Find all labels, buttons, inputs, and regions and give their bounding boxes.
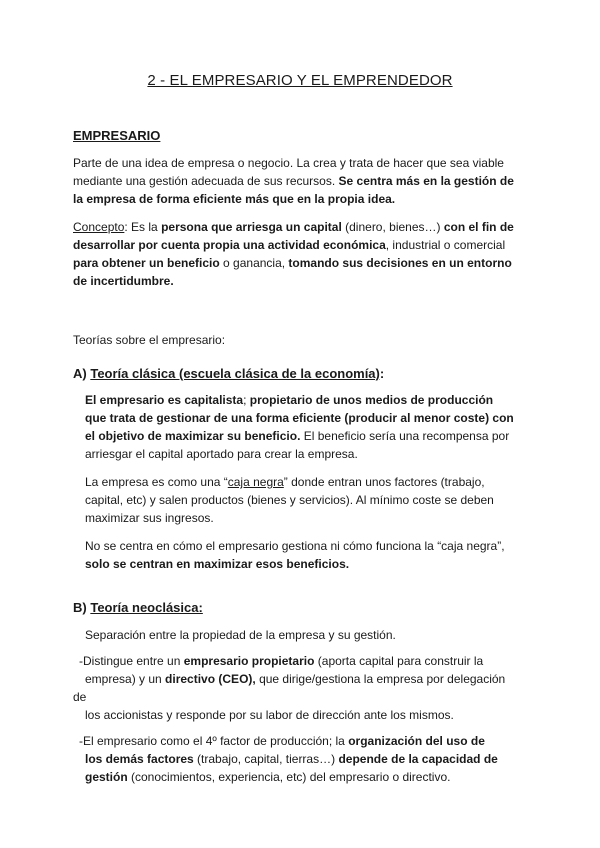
clasica-p2-line-1 xyxy=(85,474,485,490)
neoclasica-bold: depende de la capacidad de xyxy=(338,752,498,766)
concepto-bold: de incertidumbre. xyxy=(73,274,174,288)
clasica-text: ” donde entran unos factores (trabajo, xyxy=(283,475,485,489)
heading-prefix: A) xyxy=(73,366,91,381)
neoclasica-bold: gestión xyxy=(85,770,128,784)
neoclasica-bold: organización del uso de xyxy=(348,734,485,748)
neoclasica-bold: empresario propietario xyxy=(183,654,315,668)
clasica-p2-line-3 xyxy=(85,510,214,526)
clasica-bold: que trata de gestionar de una forma eficiente (producir al menor coste) con xyxy=(85,411,514,425)
intro-bold: Se centra más en la gestión de xyxy=(338,174,514,188)
clasica-p1-line-3 xyxy=(85,428,509,444)
concepto-line-4 xyxy=(73,273,174,289)
neoclasica-p2-line-1 xyxy=(79,653,483,669)
intro-text: mediante una gestión adecuada de sus recursos. xyxy=(73,174,339,188)
neoclasica-p2-line-2 xyxy=(85,671,505,687)
clasica-text: El beneficio sería una recompensa por xyxy=(300,429,510,443)
clasica-bold: El empresario es capitalista xyxy=(85,393,244,407)
clasica-bold: el objetivo de maximizar su beneficio. xyxy=(85,429,301,443)
neoclasica-text: empresa) y un xyxy=(85,672,166,686)
concepto-line-3 xyxy=(73,255,512,271)
section-heading-teoria-clasica xyxy=(73,366,384,381)
clasica-text: capital, etc) y salen productos (bienes y servicios). Al mínimo coste se deben xyxy=(85,493,494,507)
neoclasica-p2-line-3 xyxy=(73,689,86,705)
concepto-line-2 xyxy=(73,237,505,253)
section-heading-empresario: EMPRESARIO xyxy=(73,128,161,143)
concepto-text: , industrial o comercial xyxy=(385,238,506,252)
neoclasica-text: (trabajo, capital, tierras…) xyxy=(193,752,339,766)
clasica-text: La empresa es como una “ xyxy=(85,475,228,489)
intro-text: Parte de una idea de empresa o negocio. La crea y trata de hacer que sea viable xyxy=(73,156,504,170)
neoclasica-text: de xyxy=(73,690,87,704)
neoclasica-text: -El empresario como el 4º factor de producción; la xyxy=(79,734,349,748)
concepto-bold: desarrollar por cuenta propia una actividad económica xyxy=(73,238,386,252)
concepto-label: Concepto xyxy=(73,220,125,234)
concepto-bold: tomando sus decisiones en un entorno xyxy=(288,256,512,270)
teorias-intro: Teorías sobre el empresario: xyxy=(73,333,226,347)
concepto-text: (dinero, bienes…) xyxy=(341,220,444,234)
clasica-bold: propietario de unos medios de producción xyxy=(249,393,494,407)
clasica-text: maximizar sus ingresos. xyxy=(85,511,214,525)
concepto-bold: para obtener un beneficio xyxy=(73,256,220,270)
clasica-p3-line-2 xyxy=(85,556,349,572)
neoclasica-p3-line-2 xyxy=(85,751,498,767)
neoclasica-text: (conocimientos, experiencia, etc) del empresario o directivo. xyxy=(127,770,451,784)
neoclasica-p2-line-4 xyxy=(85,707,454,723)
heading-text: Teoría clásica (escuela clásica de la economía) xyxy=(90,366,380,381)
heading-prefix: B) xyxy=(73,600,91,615)
clasica-text: arriesgar el capital aportado para crear la empresa. xyxy=(85,447,358,461)
clasica-text: ; xyxy=(243,393,250,407)
concepto-line-1 xyxy=(73,219,514,235)
neoclasica-text: (aporta capital para construir la xyxy=(314,654,484,668)
concepto-bold: con el fin de xyxy=(443,220,514,234)
clasica-p2-line-2 xyxy=(85,492,494,508)
neoclasica-p3-line-1 xyxy=(79,733,485,749)
neoclasica-text: los accionistas y responde por su labor de dirección ante los mismos. xyxy=(85,708,454,722)
clasica-text: No se centra en cómo el empresario gestiona ni cómo funciona la “caja negra”, xyxy=(85,539,505,553)
caja-negra-term: caja negra xyxy=(227,475,284,489)
neoclasica-text: que dirige/gestiona la empresa por delegación xyxy=(255,672,506,686)
clasica-p1-line-2 xyxy=(85,410,514,426)
heading-text: Teoría neoclásica: xyxy=(90,600,203,615)
intro-line-1 xyxy=(73,155,504,171)
neoclasica-p1 xyxy=(85,627,396,643)
clasica-p1-line-1 xyxy=(85,392,493,408)
neoclasica-bold: directivo (CEO), xyxy=(165,672,256,686)
intro-bold: la empresa de forma eficiente más que en la propia idea. xyxy=(73,192,396,206)
clasica-bold: solo se centran en maximizar esos beneficios. xyxy=(85,557,350,571)
intro-line-3 xyxy=(73,191,395,207)
intro-line-2 xyxy=(73,173,514,189)
neoclasica-text: Separación entre la propiedad de la empresa y su gestión. xyxy=(85,628,396,642)
neoclasica-p3-line-3 xyxy=(85,769,450,785)
concepto-bold: persona que arriesga un capital xyxy=(161,220,342,234)
neoclasica-text: -Distingue entre un xyxy=(79,654,184,668)
page-title: 2 - EL EMPRESARIO Y EL EMPRENDEDOR xyxy=(147,72,453,89)
clasica-p3-line-1 xyxy=(85,538,505,554)
clasica-p1-line-4 xyxy=(85,446,358,462)
neoclasica-bold: los demás factores xyxy=(85,752,194,766)
heading-suffix: : xyxy=(379,366,385,381)
section-heading-teoria-neoclasica xyxy=(73,600,203,615)
concepto-text: : Es la xyxy=(124,220,162,234)
concepto-text: o ganancia, xyxy=(219,256,289,270)
